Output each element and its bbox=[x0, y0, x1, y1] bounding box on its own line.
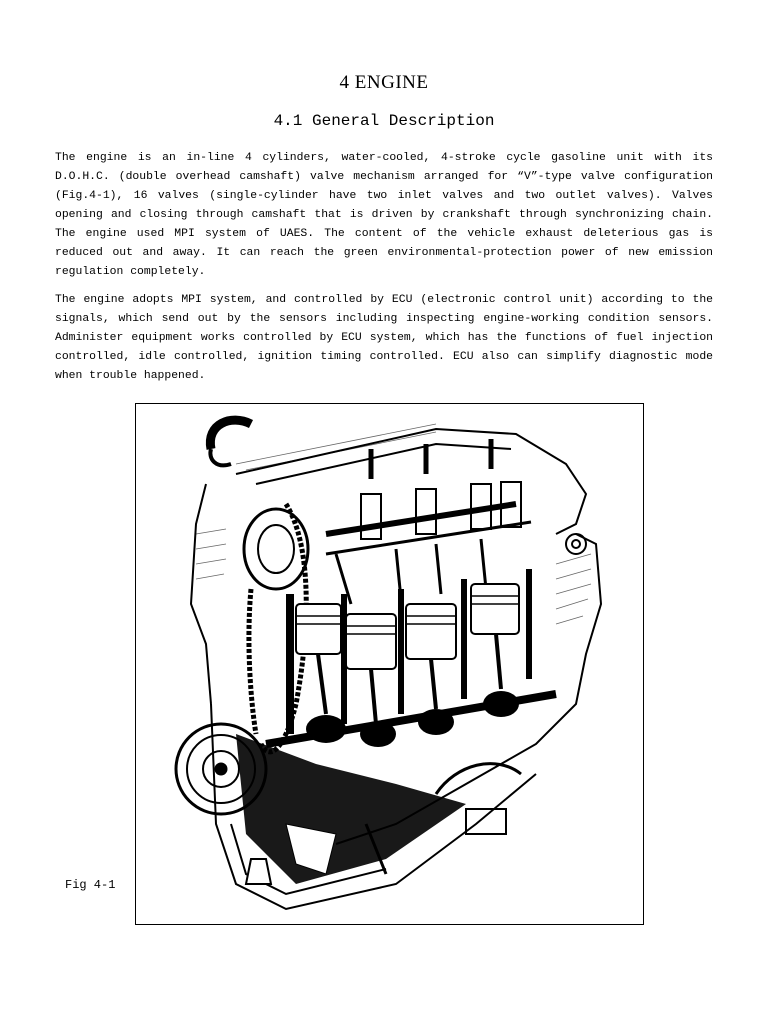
paragraph-engine-overview: The engine is an in-line 4 cylinders, water-cooled, 4-stroke cycle gasoline unit with its D.O.H.C. (double overhead camshaft) valve mechanism arranged for “V”-type valve configuration (Fig.4-1), 16 valves (single-cylinder have two inlet valves and two outlet valves). Valves opening and closing through camshaft that is driven by crankshaft through synchronizing chain. The engine used MPI system of UAES. The content of the vehicle exhaust deleterious gas is reduced out and away. It can reach the green environmental-protection power of new emission regulation completely. bbox=[55, 152, 713, 278]
engine-cutaway-icon bbox=[136, 404, 643, 924]
section-title: 4.1 General Description bbox=[273, 112, 495, 130]
figure-caption: Fig 4-1 bbox=[65, 878, 116, 892]
chapter-title: 4 ENGINE bbox=[339, 72, 429, 93]
figure-frame bbox=[135, 403, 644, 925]
paragraph-mpi-system: The engine adopts MPI system, and controlled by ECU (electronic control unit) according to the signals, which send out by the sensors including inspecting engine-working condition sensors. Administer equipment works controlled by ECU system, which has the functions of fuel injection controlled, idle controlled, ignition timing controlled. ECU also can simplify diagnostic mode when trouble happened. bbox=[55, 294, 713, 382]
